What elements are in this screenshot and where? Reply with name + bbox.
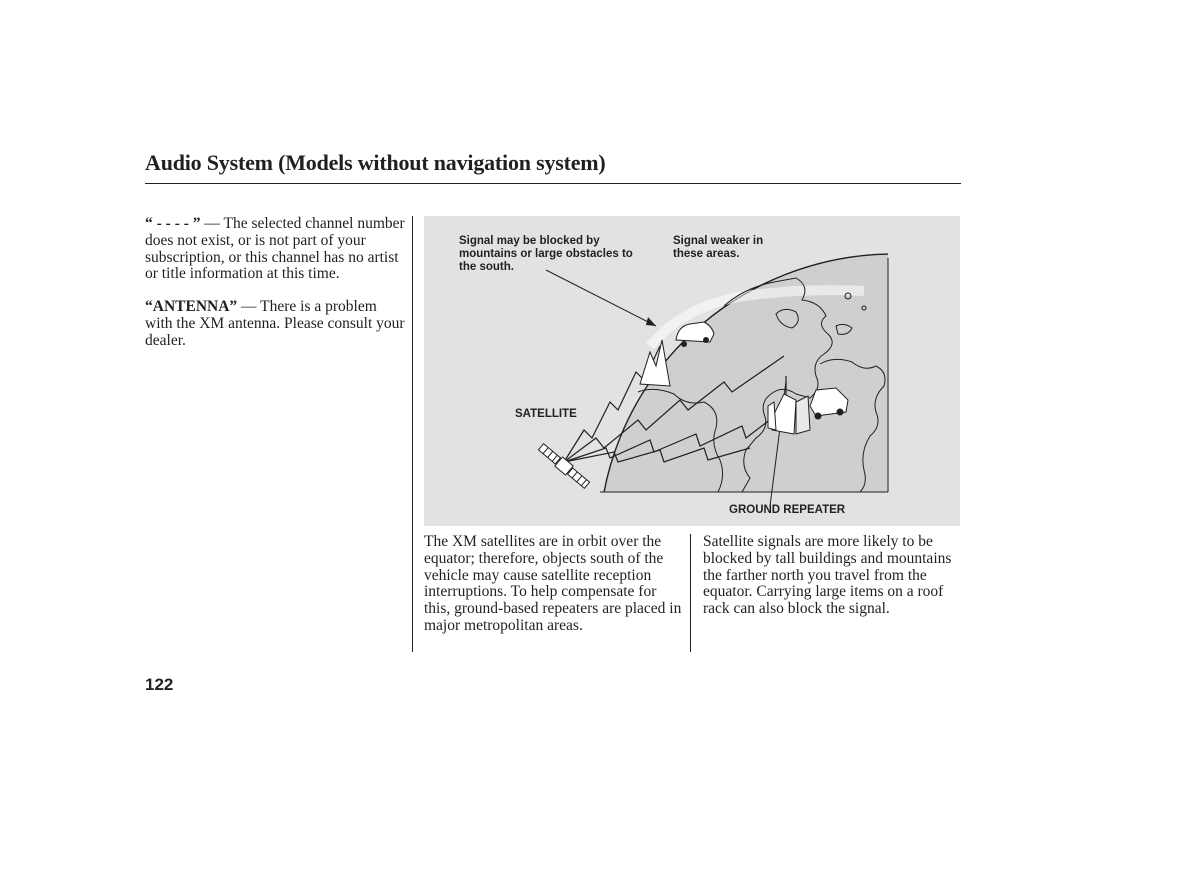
- label-signal-weaker: Signal weaker in these areas.: [673, 235, 764, 260]
- globe-illustration: [599, 254, 960, 526]
- message-dash: —: [241, 298, 257, 316]
- message-term: “ - - - - ”: [145, 215, 201, 232]
- message-dash: —: [204, 215, 220, 232]
- message-entry-no-channel: [145, 216, 407, 283]
- label-ground-repeater: GROUND REPEATER: [729, 504, 846, 516]
- title-rule: [145, 183, 961, 184]
- message-text: There is a problem with the XM antenna. Please consult your dealer.: [145, 298, 405, 349]
- label-signal-blocked: Signal may be blocked by mountains or large obstacles to the south.: [459, 235, 633, 273]
- column-divider-body: [690, 534, 691, 652]
- body-text-column-2: Satellite signals are more likely to be blocked by tall buildings and mountains the farther north you travel from the equator. Carrying large items on a roof rack can also block the signal.: [703, 533, 952, 618]
- status-messages-column: [145, 216, 407, 366]
- message-term: “ANTENNA”: [145, 298, 238, 316]
- label-satellite: SATELLITE: [515, 408, 577, 420]
- page-number: 122: [145, 675, 174, 694]
- message-text: The selected channel number does not exist, or is not part of your subscription, or this channel has no artist or title information at this time.: [145, 215, 405, 283]
- body-text-column-1: The XM satellites are in orbit over the equator; therefore, objects south of the vehicle may cause satellite reception interruptions. To help compensate for this, ground-based repeaters are placed in major metropolitan areas.: [424, 533, 682, 634]
- page-title: Audio System (Models without navigation system): [145, 150, 606, 175]
- xm-signal-illustration: [424, 216, 960, 526]
- column-divider-left: [412, 216, 413, 652]
- blocked-leader-line: [546, 270, 656, 326]
- satellite-icon: [537, 442, 591, 490]
- message-entry-antenna: [145, 299, 407, 349]
